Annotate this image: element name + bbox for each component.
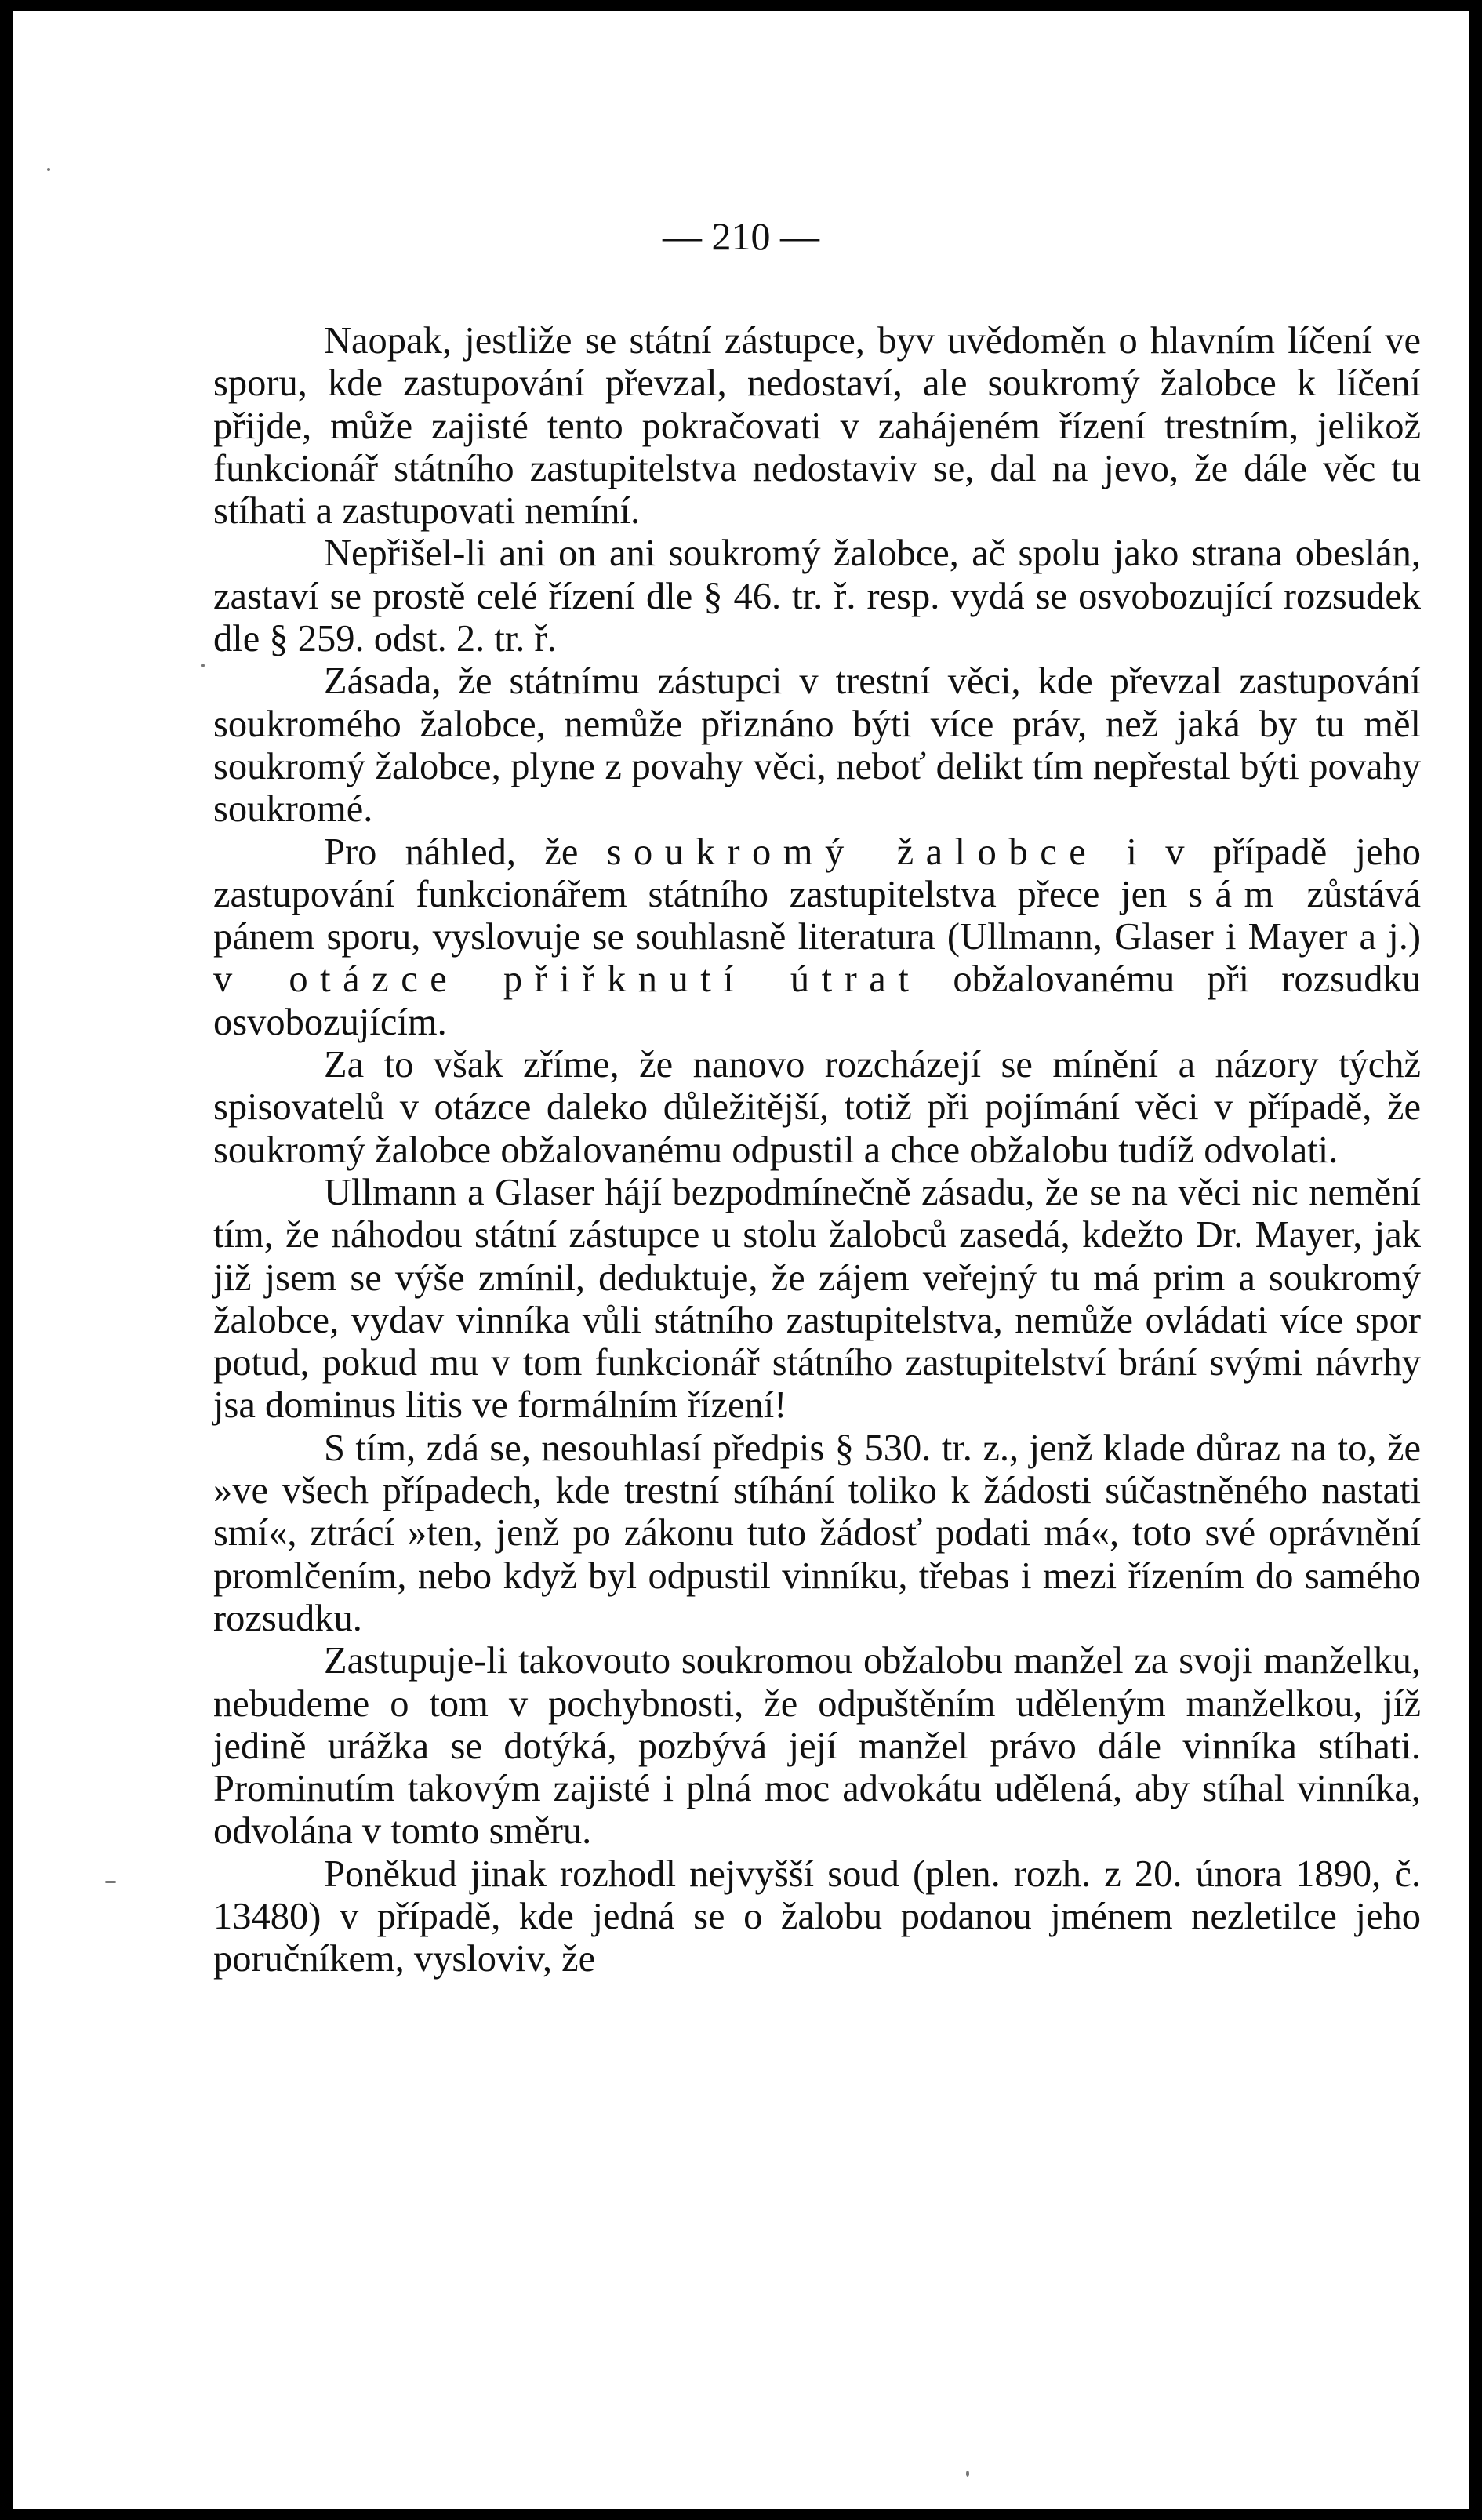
paragraph-4-text: obžalovanému při rozsudku osvobozujícím. xyxy=(213,958,1421,1043)
page-number: — 210 — xyxy=(663,214,819,258)
paragraph-1: Naopak, jestliže se státní zástupce, byv uvědoměn o hlavním líčení ve sporu, kde zastupování převzal, nedostaví, ale soukromý žalobce k líčení přijde, může zajisté tento pokračovati v zahájeném řízení trestním, jelikož funkcionář státního zastupitelstva nedostaviv se, dal na jevo, že dále věc tu stíhati a zastupovati nemíní. xyxy=(213,320,1421,533)
paragraph-4-text: zůstává pánem sporu, vyslovuje se souhlasně literatura (Ullmann, Glaser i Mayer a j.) xyxy=(213,873,1421,958)
emphasis-sam: sám xyxy=(1188,873,1286,915)
scan-speck xyxy=(201,664,205,667)
paragraph-8: Zastupuje-li takovouto soukromou obžalobu manžel za svoji manželku, nebudeme o tom v pochybnosti, že odpuštěním uděleným manželkou, jíž jedině urážka se dotýká, pozbývá její manžel právo dále vinníka stíhati. Prominutím takovým zajisté i plná moc advokátu udělená, aby stíhal vinníka, odvolána v tomto směru. xyxy=(213,1640,1421,1853)
paragraph-5: Za to však zříme, že nanovo rozcházejí se mínění a názory týchž spisovatelů v otázce daleko důležitější, totiž při pojímání věci v případě, že soukromý žalobce obžalovanému odpustil a chce obžalobu tudíž odvolati. xyxy=(213,1044,1421,1171)
scan-speck xyxy=(105,1881,116,1883)
paragraph-6: Ullmann a Glaser hájí bezpodmínečně zásadu, že se na věci nic nemění tím, že náhodou státní zástupce u stolu žalobců zasedá, kdežto Dr. Mayer, jak již jsem se výše zmínil, deduktuje, že zájem veřejný tu má prim a soukromý žalobce, vydav vinníka vůli státního zastupitelstva, nemůže ovládati více spor potud, pokud mu v tom funkcionář státního zastupitelství brání svými návrhy jsa dominus litis ve formálním řízení! xyxy=(213,1171,1421,1427)
paragraph-4-text: i v případě jeho zastupování funkcionářem státního zastupitelstva přece jen xyxy=(213,831,1421,915)
book-page xyxy=(13,11,1469,2509)
paragraph-4-text: Pro náhled, že xyxy=(324,831,607,873)
paragraph-9: Poněkud jinak rozhodl nejvyšší soud (plen. rozh. z 20. února 1890, č. 13480) v případě, kde jedná se o žalobu podanou jménem nezletilce jeho poručníkem, vysloviv, že xyxy=(213,1853,1421,1980)
scan-speck xyxy=(966,2471,969,2477)
paragraph-4 xyxy=(213,831,1421,1044)
emphasis-otazce-utrat: v otázce přiřknutí útrat xyxy=(213,958,921,1001)
paragraph-7: S tím, zdá se, nesouhlasí předpis § 530. tr. z., jenž klade důraz na to, že »ve všech případech, kde trestní stíhání toliko k žádosti súčastněného nastati smí«, ztrácí »ten, jenž po zákonu tuto žádosť podati má«, toto své oprávnění promlčením, nebo když byl odpustil vinníku, třebas i mezi řízením do samého rozsudku. xyxy=(213,1427,1421,1639)
scan-speck xyxy=(47,168,50,171)
paragraph-3: Zásada, že státnímu zástupci v trestní věci, kde převzal zastupování soukromého žalobce, nemůže přiznáno býti více práv, než jaká by tu měl soukromý žalobce, plyne z povahy věci, neboť delikt tím nepřestal býti povahy soukromé. xyxy=(213,660,1421,831)
paragraph-2: Nepřišel-li ani on ani soukromý žalobce, ač spolu jako strana obeslán, zastaví se prostě celé řízení dle § 46. tr. ř. resp. vydá se osvobozující rozsudek dle § 259. odst. 2. tr. ř. xyxy=(213,533,1421,660)
emphasis-soukromy-zalobce: soukromý žalobce xyxy=(606,831,1099,873)
body-text xyxy=(213,320,1421,1981)
